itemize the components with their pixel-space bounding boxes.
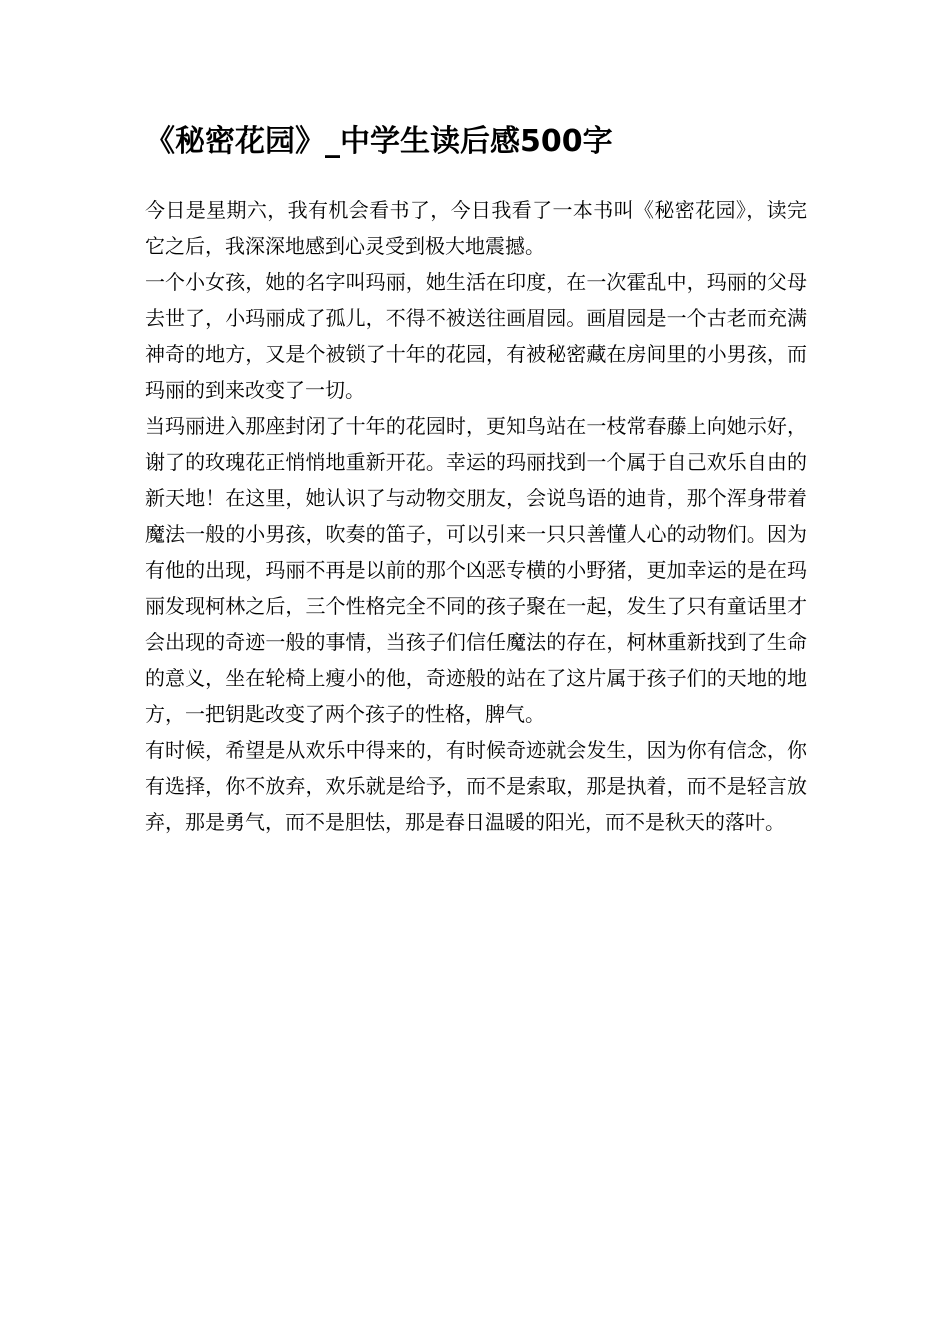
paragraph-1: 今日是星期六，我有机会看书了，今日我看了一本书叫《秘密花园》，读完它之后，我深深地感到心灵受到极大地震撼。 — [145, 198, 807, 258]
document-title: 《秘密花园》_中学生读后感500字 — [145, 124, 613, 159]
paragraph-4: 有时候，希望是从欢乐中得来的，有时候奇迹就会发生，因为你有信念，你有选择，你不放弃，欢乐就是给予，而不是索取，那是执着，而不是轻言放弃，那是勇气，而不是胆怯，那是春日温暖的阳光，而不是秋天的落叶。 — [145, 738, 807, 834]
paragraph-2: 一个小女孩，她的名字叫玛丽，她生活在印度，在一次霍乱中，玛丽的父母去世了，小玛丽成了孤儿，不得不被送往画眉园。画眉园是一个古老而充满神奇的地方，又是个被锁了十年的花园，有被秘密藏在房间里的小男孩，而玛丽的到来改变了一切。 — [145, 270, 807, 402]
document-page — [145, 118, 807, 840]
paragraph-3: 当玛丽进入那座封闭了十年的花园时，更知鸟站在一枝常春藤上向她示好，谢了的玫瑰花正悄悄地重新开花。幸运的玛丽找到一个属于自己欢乐自由的新天地！在这里，她认识了与动物交朋友，会说鸟语的迪肯，那个浑身带着魔法一般的小男孩，吹奏的笛子，可以引来一只只善懂人心的动物们。因为有他的出现，玛丽不再是以前的那个凶恶专横的小野猪，更加幸运的是在玛丽发现柯林之后，三个性格完全不同的孩子聚在一起，发生了只有童话里才会出现的奇迹一般的事情，当孩子们信任魔法的存在，柯林重新找到了生命的意义，坐在轮椅上瘦小的他，奇迹般的站在了这片属于孩子们的天地的地方，一把钥匙改变了两个孩子的性格，脾气。 — [145, 414, 807, 726]
